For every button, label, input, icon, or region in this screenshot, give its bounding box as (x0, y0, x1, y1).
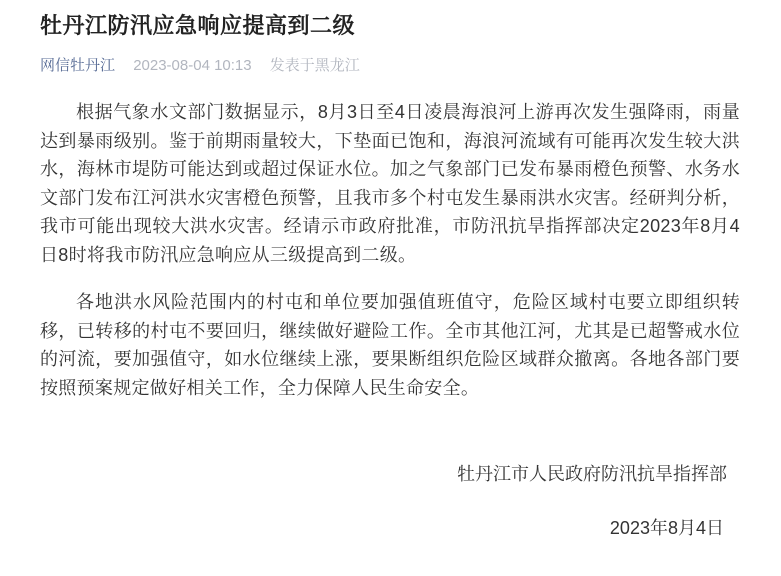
article-meta (40, 56, 740, 76)
body-paragraph-2: 各地洪水风险范围内的村屯和单位要加强值班值守，危险区域村屯要立即组织转移，已转移的村屯不要回归，继续做好避险工作。全市其他江河，尤其是已超警戒水位的河流，要加强值守，如水位继续上涨，要果断组织危险区域群众撤离。各地各部门要按照预案规定做好相关工作，全力保障人民生命安全。 (40, 292, 740, 398)
publish-timestamp: 2023-08-04 10:13 (133, 57, 252, 74)
body-paragraph-1: 根据气象水文部门数据显示，8月3日至4日凌晨海浪河上游再次发生强降雨，雨量达到暴雨级别。鉴于前期雨量较大，下垫面已饱和，海浪河流域有可能再次发生较大洪水，海林市堤防可能达到或超过保证水位。加之气象部门已发布暴雨橙色预警、水务水文部门发布江河洪水灾害橙色预警，且我市多个村屯发生暴雨洪水灾害。经研判分析，我市可能出现较大洪水灾害。经请示市政府批准，市防汛抗旱指挥部决定2023年8月4日8时将我市防汛应急响应从三级提高到二级。 (40, 102, 740, 265)
account-name-link[interactable]: 网信牡丹江 (40, 57, 116, 74)
signature-date: 2023年8月4日 (609, 517, 724, 538)
publish-location: 发表于黑龙江 (269, 57, 360, 74)
signature-line: 牡丹江市人民政府防汛抗旱指挥部 (457, 464, 727, 484)
article-title: 牡丹江防汛应急响应提高到二级 (40, 13, 356, 38)
article-body (40, 98, 740, 542)
